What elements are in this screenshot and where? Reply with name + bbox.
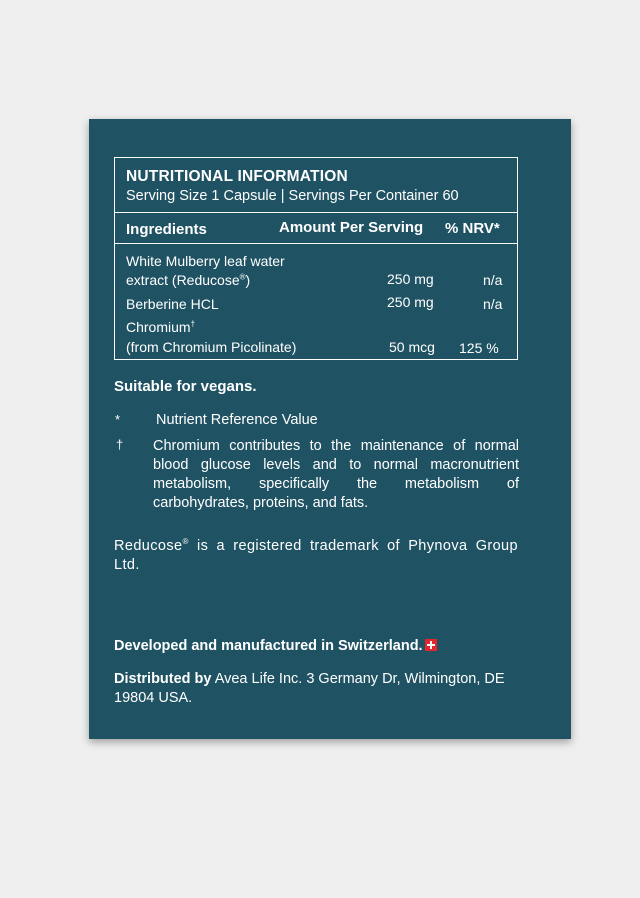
ingredient-nrv: n/a bbox=[483, 296, 503, 312]
ingredient-amount: 250 mg bbox=[387, 294, 434, 310]
distributor-info bbox=[114, 670, 514, 708]
ingredient-name-cont: extract (Reducose®) bbox=[126, 272, 251, 288]
footnote-text: Chromium contributes to the maintenance of normal blood glucose levels and to normal macronutrient metabolism, specifically the metabolism of carbohydrates, proteins, and fats. bbox=[153, 438, 519, 511]
footnote-text: Nutrient Reference Value bbox=[156, 412, 318, 428]
ingredient-rows bbox=[115, 244, 517, 359]
nutrition-table bbox=[114, 157, 518, 360]
swiss-flag-icon bbox=[425, 639, 437, 651]
ingredient-amount: 50 mcg bbox=[389, 339, 435, 355]
distributor-label: Distributed by bbox=[114, 671, 212, 687]
serving-info: Serving Size 1 Capsule | Servings Per Container 60 bbox=[126, 188, 459, 204]
distributor-address: Avea Life Inc. 3 Germany Dr, Wilmington, DE 19804 USA. bbox=[114, 671, 505, 706]
ingredient-amount: 250 mg bbox=[387, 271, 434, 287]
ingredient-nrv: 125 % bbox=[459, 340, 499, 356]
origin-statement: Developed and manufactured in Switzerland. bbox=[114, 638, 437, 654]
trademark-note: Reducose® is a registered trademark of Phynova Group Ltd. bbox=[114, 537, 518, 573]
column-ingredients: Ingredients bbox=[126, 221, 207, 238]
column-amount: Amount Per Serving bbox=[279, 219, 424, 236]
footnote-symbol: * bbox=[115, 412, 121, 427]
nutrition-title: NUTRITIONAL INFORMATION bbox=[126, 168, 348, 185]
product-label-panel bbox=[89, 119, 571, 739]
column-headers bbox=[115, 213, 517, 244]
ingredient-name-cont: (from Chromium Picolinate) bbox=[126, 339, 297, 355]
column-nrv: % NRV* bbox=[445, 220, 500, 237]
ingredient-name: Berberine HCL bbox=[126, 296, 219, 312]
ingredient-nrv: n/a bbox=[483, 272, 503, 288]
ingredient-name: White Mulberry leaf water bbox=[126, 253, 285, 269]
ingredient-name: Chromium† bbox=[126, 319, 196, 335]
nutrition-header bbox=[115, 158, 517, 213]
vegan-statement: Suitable for vegans. bbox=[114, 378, 257, 395]
footnote-symbol: † bbox=[116, 437, 124, 452]
